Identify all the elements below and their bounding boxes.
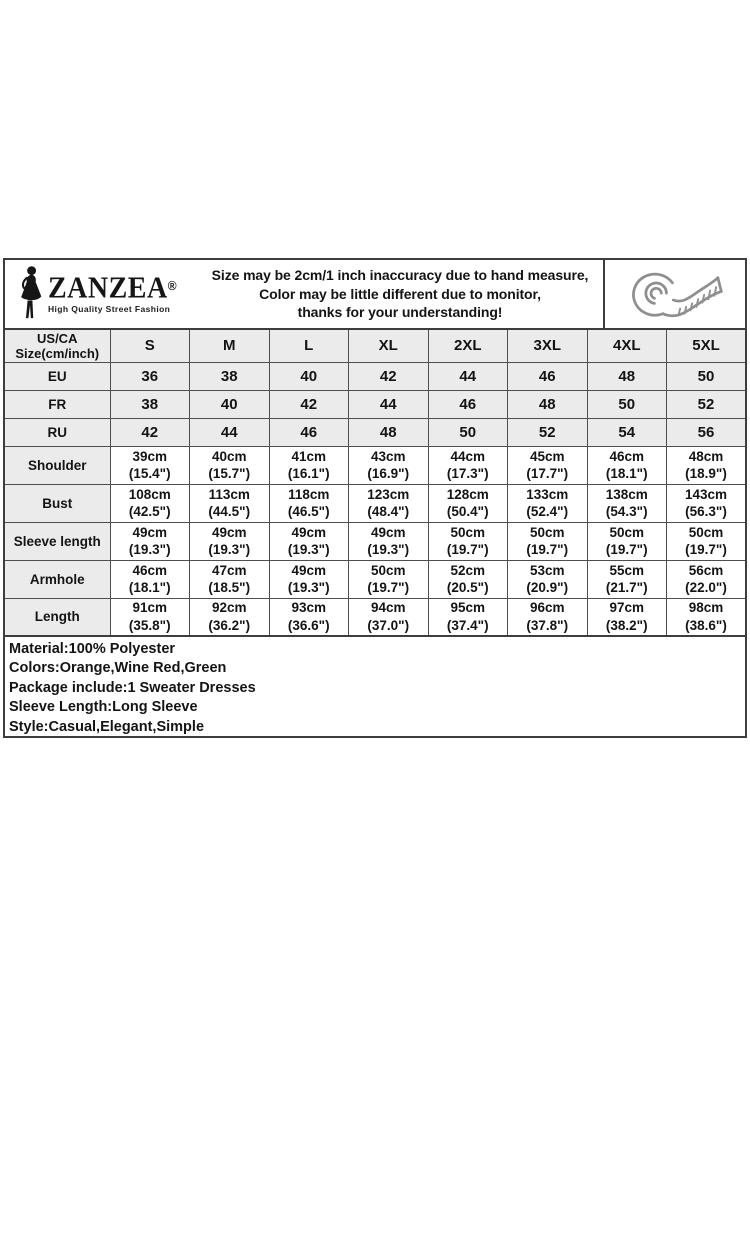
table-row <box>4 560 746 598</box>
detail-line-material: Material:100% Polyester <box>9 641 176 657</box>
size-cell: 52 <box>667 390 747 418</box>
size-cell: 50 <box>587 390 667 418</box>
size-cell: 46 <box>428 390 508 418</box>
size-cell: 44 <box>428 362 508 390</box>
size-cell: 143cm (56.3") <box>667 484 747 522</box>
size-cell: 41cm (16.1") <box>269 446 349 484</box>
size-cell: 38 <box>110 390 190 418</box>
size-cell: 42 <box>269 390 349 418</box>
size-cell: 118cm (46.5") <box>269 484 349 522</box>
detail-line-package: Package include:1 Sweater Dresses <box>9 679 256 696</box>
size-cell: 50cm (19.7") <box>587 522 667 560</box>
brand-name: ZANZEA® <box>48 271 178 305</box>
size-cell: 108cm (42.5") <box>110 484 190 522</box>
size-cell: 50 <box>667 362 747 390</box>
size-header-row <box>4 329 746 362</box>
size-cell: 46cm (18.1") <box>110 560 190 598</box>
size-cell: 96cm (37.8") <box>508 598 588 636</box>
row-label: RU <box>4 418 110 446</box>
size-column-header: M <box>190 329 270 362</box>
size-cell: 50 <box>428 418 508 446</box>
row-label: Bust <box>4 484 110 522</box>
size-cell: 50cm (19.7") <box>667 522 747 560</box>
size-cell: 39cm (15.4") <box>110 446 190 484</box>
logo-text <box>48 271 178 314</box>
size-cell: 56 <box>667 418 747 446</box>
detail-line-style: Style:Casual,Elegant,Simple <box>9 718 205 735</box>
size-cell: 49cm (19.3") <box>349 522 429 560</box>
size-cell: 42 <box>110 418 190 446</box>
size-cell: 47cm (18.5") <box>190 560 270 598</box>
size-cell: 46 <box>269 418 349 446</box>
disclaimer-line: thanks for your understanding! <box>297 304 503 321</box>
table-row <box>4 484 746 522</box>
tape-measure-cell <box>603 260 745 328</box>
size-cell: 54 <box>587 418 667 446</box>
size-cell: 49cm (19.3") <box>269 522 349 560</box>
size-cell: 43cm (16.9") <box>349 446 429 484</box>
size-cell: 53cm (20.9") <box>508 560 588 598</box>
size-cell: 46cm (18.1") <box>587 446 667 484</box>
size-column-header: XL <box>349 329 429 362</box>
detail-line-sleeve: Sleeve Length:Long Sleeve <box>9 699 198 716</box>
detail-line-colors: Colors:Orange,Wine Red,Green <box>9 660 227 677</box>
size-cell: 91cm (35.8") <box>110 598 190 636</box>
disclaimer-line: Size may be 2cm/1 inch inaccuracy due to hand measure, <box>211 267 589 284</box>
size-cell: 52cm (20.5") <box>428 560 508 598</box>
size-cell: 44 <box>190 418 270 446</box>
row-label: Armhole <box>4 560 110 598</box>
size-cell: 113cm (44.5") <box>190 484 270 522</box>
size-cell: 55cm (21.7") <box>587 560 667 598</box>
size-cell: 50cm (19.7") <box>428 522 508 560</box>
size-cell: 128cm (50.4") <box>428 484 508 522</box>
size-cell: 49cm (19.3") <box>269 560 349 598</box>
size-table <box>3 328 747 637</box>
measuring-tape-icon <box>619 264 731 324</box>
size-chart-sheet <box>3 258 747 738</box>
size-cell: 49cm (19.3") <box>110 522 190 560</box>
size-cell: 46 <box>508 362 588 390</box>
size-cell: 50cm (19.7") <box>349 560 429 598</box>
size-column-header: 2XL <box>428 329 508 362</box>
size-cell: 138cm (54.3") <box>587 484 667 522</box>
corner-label: US/CA Size(cm/inch) <box>4 329 110 362</box>
size-cell: 40cm (15.7") <box>190 446 270 484</box>
row-label: EU <box>4 362 110 390</box>
size-column-header: 5XL <box>667 329 747 362</box>
table-row <box>4 598 746 636</box>
product-details <box>3 635 747 738</box>
size-cell: 49cm (19.3") <box>190 522 270 560</box>
row-label: FR <box>4 390 110 418</box>
table-row <box>4 446 746 484</box>
table-row <box>4 362 746 390</box>
size-column-header: 4XL <box>587 329 667 362</box>
row-label: Length <box>4 598 110 636</box>
size-cell: 48 <box>587 362 667 390</box>
size-column-header: L <box>269 329 349 362</box>
size-cell: 92cm (36.2") <box>190 598 270 636</box>
woman-silhouette-icon <box>15 265 45 323</box>
size-cell: 40 <box>269 362 349 390</box>
size-cell: 48 <box>349 418 429 446</box>
size-cell: 52 <box>508 418 588 446</box>
header-band <box>3 258 747 330</box>
table-row <box>4 390 746 418</box>
size-cell: 48cm (18.9") <box>667 446 747 484</box>
size-cell: 44cm (17.3") <box>428 446 508 484</box>
table-row <box>4 418 746 446</box>
size-cell: 97cm (38.2") <box>587 598 667 636</box>
size-cell: 50cm (19.7") <box>508 522 588 560</box>
size-cell: 40 <box>190 390 270 418</box>
size-cell: 42 <box>349 362 429 390</box>
row-label: Sleeve length <box>4 522 110 560</box>
size-cell: 48 <box>508 390 588 418</box>
size-cell: 123cm (48.4") <box>349 484 429 522</box>
brand-logo <box>5 260 197 328</box>
size-cell: 44 <box>349 390 429 418</box>
size-cell: 94cm (37.0") <box>349 598 429 636</box>
row-label: Shoulder <box>4 446 110 484</box>
size-cell: 45cm (17.7") <box>508 446 588 484</box>
brand-tagline: High Quality Street Fashion <box>48 303 171 314</box>
size-cell: 98cm (38.6") <box>667 598 747 636</box>
registered-mark: ® <box>167 277 178 293</box>
table-row <box>4 522 746 560</box>
size-cell: 95cm (37.4") <box>428 598 508 636</box>
size-cell: 93cm (36.6") <box>269 598 349 636</box>
disclaimer-text <box>197 260 603 328</box>
disclaimer-line: Color may be little different due to monitor, <box>259 285 541 302</box>
size-cell: 38 <box>190 362 270 390</box>
size-cell: 36 <box>110 362 190 390</box>
size-cell: 56cm (22.0") <box>667 560 747 598</box>
size-column-header: S <box>110 329 190 362</box>
size-column-header: 3XL <box>508 329 588 362</box>
size-cell: 133cm (52.4") <box>508 484 588 522</box>
